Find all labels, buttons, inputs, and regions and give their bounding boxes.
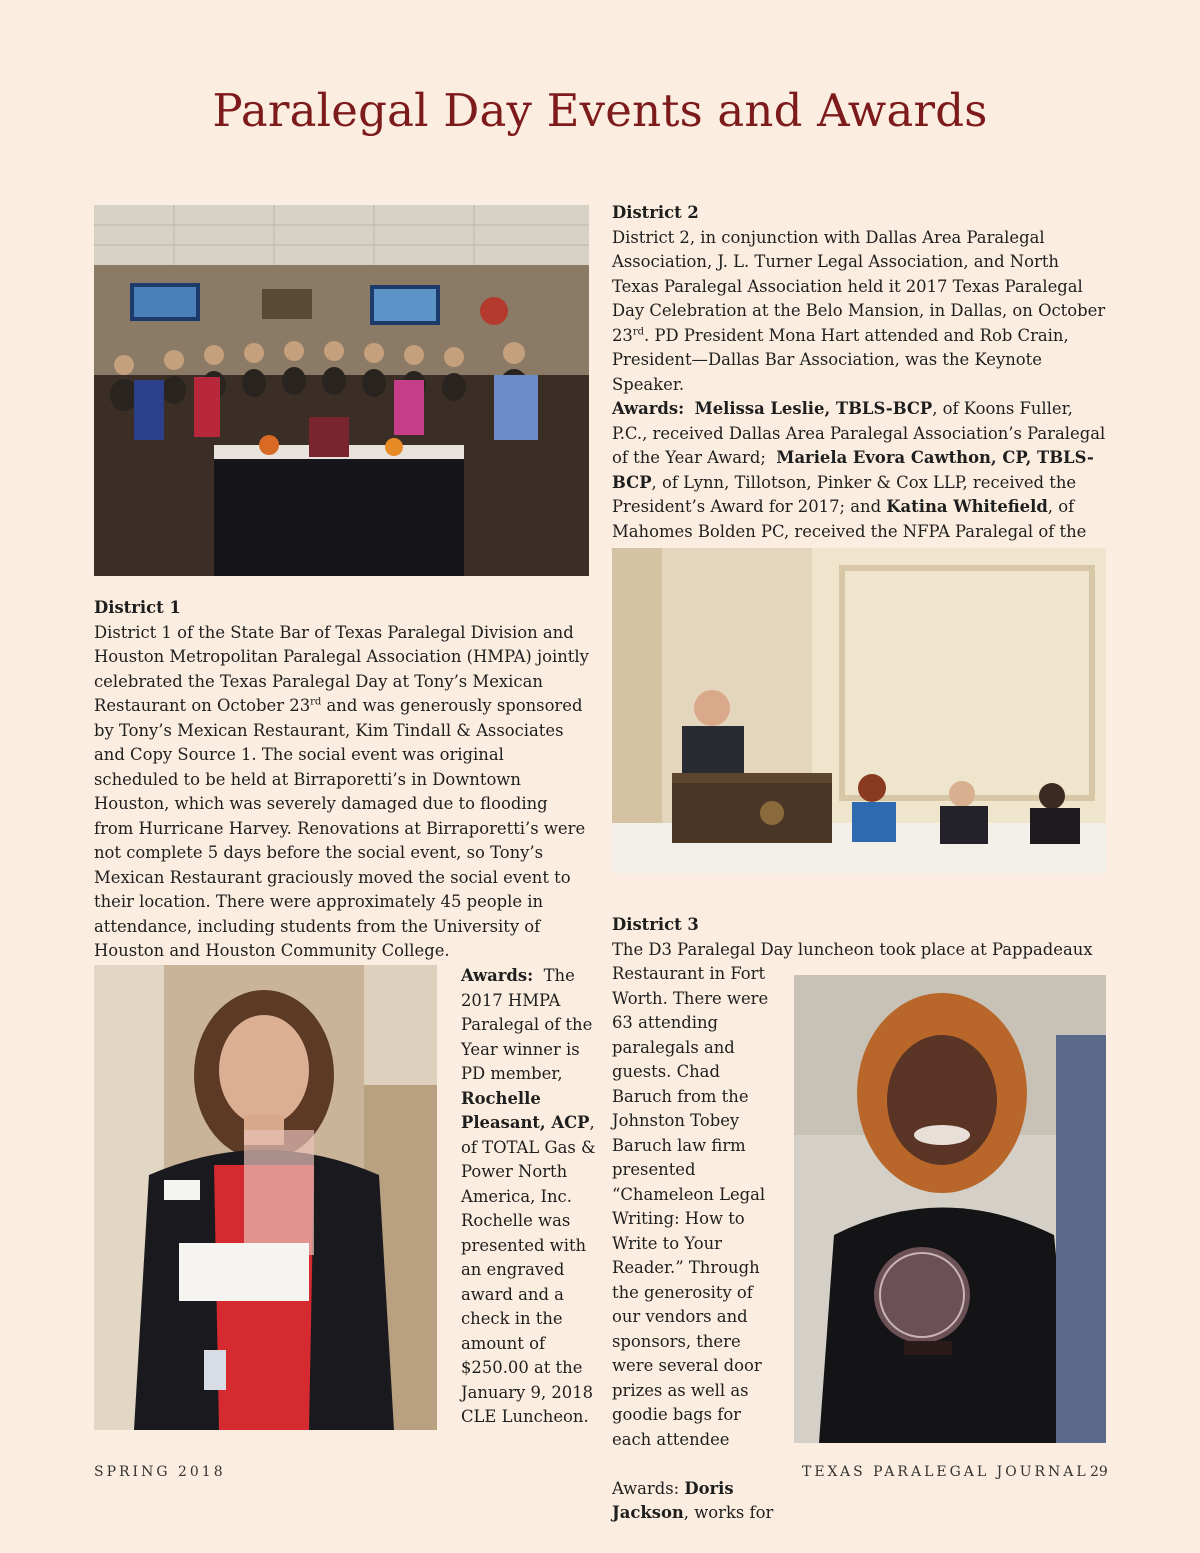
page-number: 29 (1090, 1464, 1108, 1480)
district3-body: Restaurant in Fort Worth. There were 63 attending paralegals and guests. Chad Baruch from the Johnston Tobey Baruch law firm presented “Chameleon Legal Writing: How to Write to Your Reader.” Through the generosity of our vendors and sponsors, there were several door prizes as well as goodie bags for each attendee (612, 964, 769, 1449)
district1-body-part1: District 1 of the State Bar of Texas Paralegal Division and Houston Metropolitan Paralegal Association (HMPA) jointly celebrated the Texas Paralegal Day at Tony’s Mexican Restaurant on October 23 (94, 622, 589, 715)
district3-heading: District 3 (612, 915, 699, 934)
award-winner-photo-doris (794, 975, 1106, 1443)
district1-section (94, 596, 589, 964)
district3-awards (612, 1477, 778, 1526)
district1-awards-label: Awards: (461, 966, 534, 985)
group-photo (94, 205, 589, 576)
district1-heading: District 1 (94, 598, 181, 617)
district1-awards-text2: , of TOTAL Gas & Power North America, Inc. Rochelle was presented with an engraved award and a check in the amount of $250.00 at the January 9, 2018 CLE Luncheon. (461, 1113, 596, 1426)
footer-journal-name: TEXAS PARALEGAL JOURNAL (802, 1464, 1089, 1480)
district1-body-part2: and was generously sponsored by Tony’s Mexican Restaurant, Kim Tindall & Associates and Copy Source 1. The social event was original scheduled to be held at Birraporetti’s in Downtown Houston, which was severely damaged due to flooding from Hurricane Harvey. Renovations at Birraporetti’s were not complete 5 days before the social event, so Tony’s Mexican Restaurant graciously moved the social event to their location. There were approximately 45 people in attendance, including students from the University of Houston and Houston Community College. (94, 696, 586, 960)
district3-awards-text: , works for (683, 1503, 774, 1522)
award1-name: Melissa Leslie, TBLS-BCP (694, 399, 933, 418)
district2-heading: District 2 (612, 203, 699, 222)
district1-body (94, 621, 589, 964)
district2-awards (612, 397, 1108, 569)
page-title: Paralegal Day Events and Awards (212, 84, 988, 137)
district3-header (612, 913, 1108, 962)
footer-issue: SPRING 2018 (94, 1464, 226, 1480)
district2-section (612, 201, 1108, 569)
district3-intro: The D3 Paralegal Day luncheon took place at Pappadeaux (612, 939, 1093, 959)
district3-awards-label: Awards: (612, 1478, 680, 1498)
district1-awards (461, 964, 596, 1430)
district2-body (612, 226, 1108, 398)
district3-awards-name: Doris Jackson (612, 1478, 734, 1522)
district2-body-part2: . PD President Mona Hart attended and Rob Crain, President—Dallas Bar Association, was the Keynote Speaker. (612, 325, 1069, 394)
award2-text: , of Lynn, Tillotson, Pinker & Cox LLP, received the President’s Award for 2017; and (612, 472, 1077, 516)
award2-name: Mariela Evora Cawthon, CP, TBLS-BCP (612, 448, 1094, 492)
district3-body-block (612, 962, 778, 1526)
district2-body-part1: District 2, in conjunction with Dallas Area Paralegal Association, J. L. Turner Legal Association, and North Texas Paralegal Association held it 2017 Texas Paralegal Day Celebration at the Belo Mansion, in Dallas, on October 23 (612, 227, 1106, 345)
speaker-photo (612, 548, 1106, 873)
district2-awards-label: Awards: (612, 399, 685, 418)
district1-awards-name: Rochelle Pleasant, ACP (461, 1088, 590, 1132)
award-winner-photo-rochelle (94, 965, 437, 1430)
award3-name: Katina Whitefield (886, 497, 1048, 516)
district1-sup: rd (310, 696, 322, 708)
district2-sup: rd (632, 326, 645, 338)
award1-text: , of Koons Fuller, P.C., received Dallas Area Paralegal Association’s Paralegal of the Year Award; (612, 399, 1106, 467)
district1-awards-text1: The 2017 HMPA Paralegal of the Year winner is PD member, (461, 966, 593, 1083)
award3-text: , of Mahomes Bolden PC, received the NFPA Paralegal of the (612, 497, 1087, 541)
